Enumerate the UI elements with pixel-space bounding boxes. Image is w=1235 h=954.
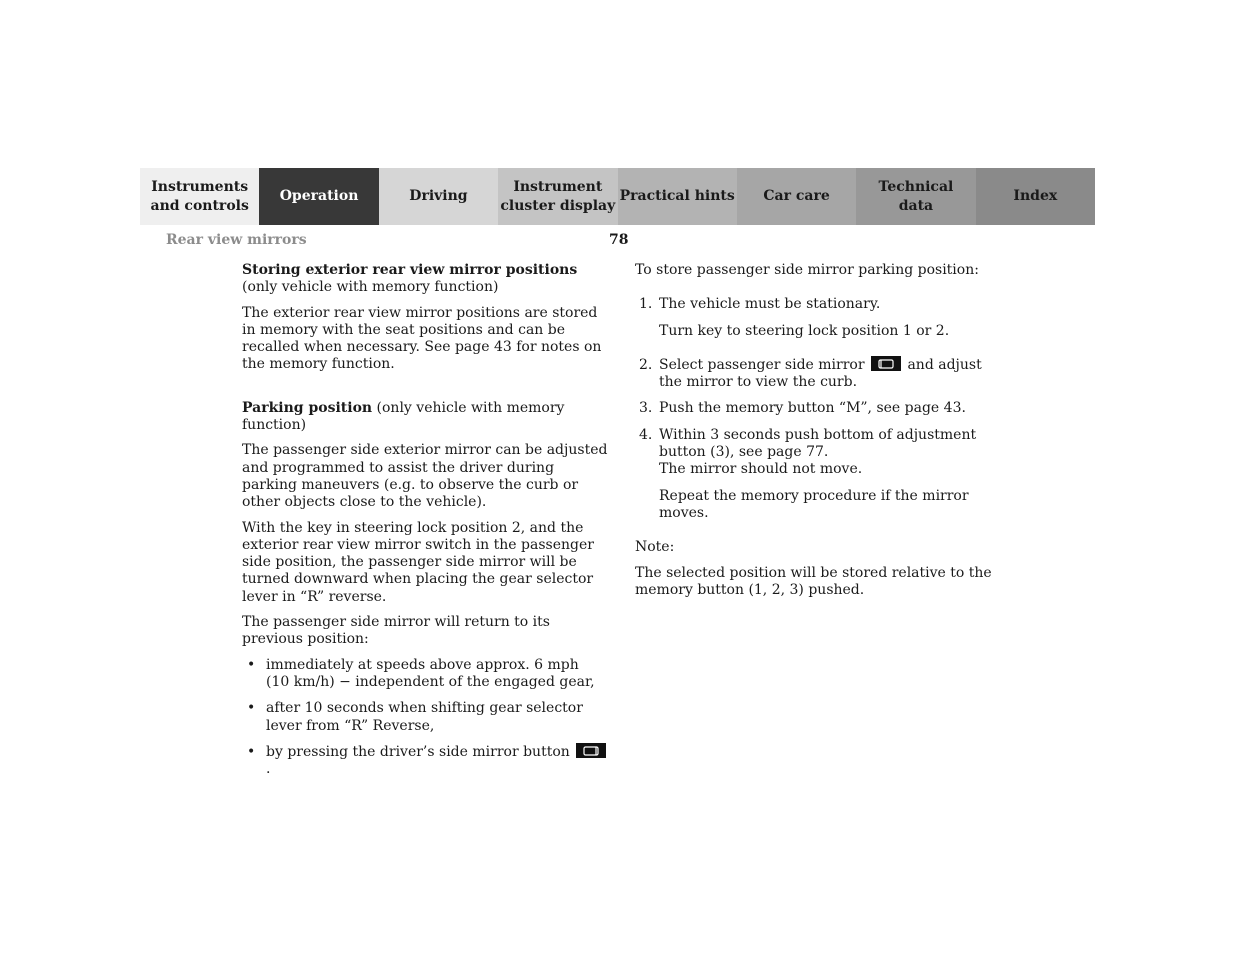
step-subtext: Turn key to steering lock position 1 or 2. — [659, 322, 950, 339]
step-number: 4. — [639, 426, 653, 443]
tab-driving[interactable]: Driving — [379, 168, 498, 225]
note-label: Note: — [635, 539, 675, 556]
parking-heading-line — [242, 400, 612, 435]
step-text-after: and adjust the mirror to view the curb. — [659, 356, 982, 391]
tab-instrument-cluster-display[interactable]: Instrument cluster display — [498, 168, 617, 225]
list-item: • immediately at speeds above approx. 6 mph (10 km/h) − independent of the engaged gear, — [242, 657, 612, 692]
left-column — [242, 262, 612, 787]
parking-paragraph-2: With the key in steering lock position 2, and the exterior rear view mirror switch in the passenger side position, the passenger side mirror will be turned downward when placing the gear selector lever in “R” reverse. — [242, 519, 594, 605]
storing-intro: The exterior rear view mirror positions are stored in memory with the seat positions and can be recalled when necessary. See page 43 for notes on the memory function. — [242, 304, 602, 373]
step-item — [635, 400, 1005, 417]
step-item — [635, 296, 1005, 340]
right-column — [635, 262, 1005, 599]
step-item — [635, 357, 1005, 392]
step-item — [635, 427, 1005, 522]
tab-practical-hints[interactable]: Practical hints — [618, 168, 737, 225]
parking-paragraph-1: The passenger side exterior mirror can be adjusted and programmed to assist the driver during parking maneuvers (e.g. to observe the curb or other objects close to the vehicle). — [242, 442, 608, 511]
step-number: 1. — [639, 296, 653, 313]
list-item — [242, 744, 612, 779]
store-steps — [635, 296, 1005, 522]
parking-heading-note: (only vehicle with memory function) — [242, 399, 565, 434]
list-item-text: by pressing the driver’s side mirror button — [266, 743, 575, 760]
storing-heading-note: (only vehicle with memory function) — [242, 279, 499, 296]
storing-heading: Storing exterior rear view mirror positions — [242, 262, 578, 278]
step-text — [659, 357, 1005, 392]
tab-index[interactable]: Index — [976, 168, 1095, 225]
return-conditions-list — [242, 657, 612, 779]
chapter-tabs — [140, 168, 1095, 225]
step-text-before: Select passenger side mirror — [659, 356, 869, 373]
parking-heading: Parking position — [242, 399, 373, 416]
step-number: 3. — [639, 400, 653, 417]
note-text: The selected position will be stored relative to the memory button (1, 2, 3) pushed. — [635, 564, 992, 598]
section-title: Rear view mirrors — [166, 232, 307, 248]
store-intro: To store passenger side mirror parking position: — [635, 262, 979, 278]
step-subtext: Repeat the memory procedure if the mirror moves. — [659, 487, 969, 521]
tab-operation[interactable]: Operation — [259, 168, 378, 225]
passenger-mirror-button-icon — [871, 356, 901, 371]
step-text: Within 3 seconds push bottom of adjustment button (3), see page 77. The mirror should not move. — [659, 426, 977, 478]
list-item-end: . — [266, 761, 271, 778]
step-text: Push the memory button “M”, see page 43. — [659, 400, 966, 417]
tab-car-care[interactable]: Car care — [737, 168, 856, 225]
parking-paragraph-3: The passenger side mirror will return to its previous position: — [242, 614, 550, 648]
tab-technical-data[interactable]: Technical data — [856, 168, 975, 225]
page-number: 78 — [609, 232, 629, 248]
driver-mirror-button-icon — [576, 743, 606, 758]
step-number: 2. — [639, 356, 653, 373]
step-text: The vehicle must be stationary. — [659, 296, 881, 313]
list-item: • after 10 seconds when shifting gear selector lever from “R” Reverse, — [242, 700, 612, 735]
tab-instruments-and-controls[interactable]: Instruments and controls — [140, 168, 259, 225]
